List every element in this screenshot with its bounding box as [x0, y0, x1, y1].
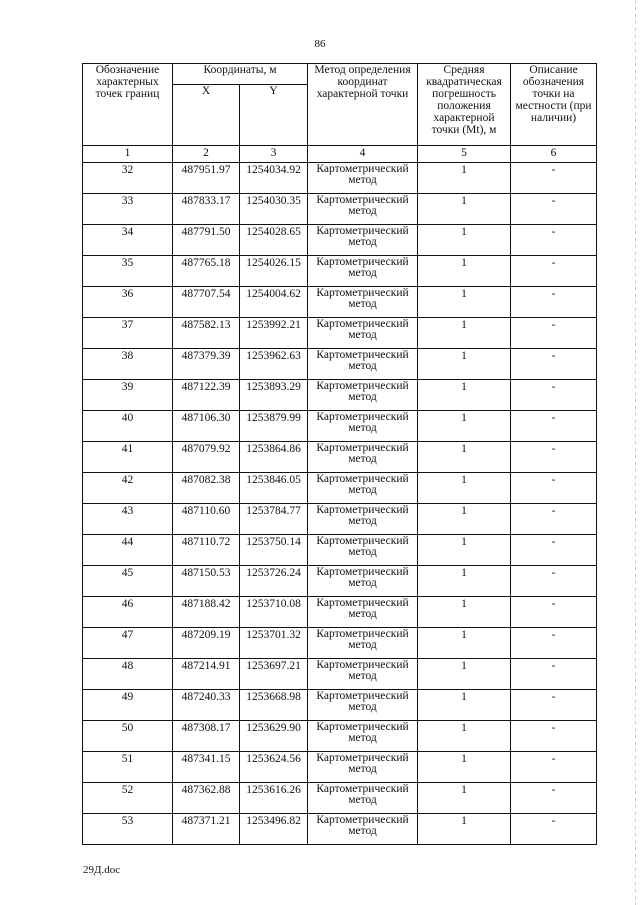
table-row	[83, 535, 597, 566]
x-coordinate-cell: 487079.92	[173, 442, 240, 473]
description-cell: -	[511, 783, 597, 814]
method-cell: Картометрический метод	[308, 721, 418, 752]
method-cell: Картометрический метод	[308, 411, 418, 442]
point-id-cell: 34	[83, 225, 173, 256]
table-row	[83, 814, 597, 845]
y-coordinate-cell: 1253697.21	[240, 659, 308, 690]
point-id-cell: 50	[83, 721, 173, 752]
description-cell: -	[511, 256, 597, 287]
table-row	[83, 318, 597, 349]
description-cell: -	[511, 566, 597, 597]
method-cell: Картометрический метод	[308, 535, 418, 566]
column-number: 3	[240, 146, 308, 163]
method-cell: Картометрический метод	[308, 628, 418, 659]
column-number: 6	[511, 146, 597, 163]
description-cell: -	[511, 163, 597, 194]
point-id-cell: 52	[83, 783, 173, 814]
header-y: Y	[240, 85, 308, 146]
error-cell: 1	[418, 504, 511, 535]
method-cell: Картометрический метод	[308, 225, 418, 256]
table-row	[83, 690, 597, 721]
method-cell: Картометрический метод	[308, 783, 418, 814]
table-row	[83, 628, 597, 659]
table-row	[83, 194, 597, 225]
error-cell: 1	[418, 814, 511, 845]
header-error: Средняя квадратическая погрешность положения характерной точки (Mt), м	[418, 64, 511, 146]
y-coordinate-cell: 1253893.29	[240, 380, 308, 411]
description-cell: -	[511, 411, 597, 442]
method-cell: Картометрический метод	[308, 163, 418, 194]
header-coordinates: Координаты, м	[173, 64, 308, 85]
error-cell: 1	[418, 752, 511, 783]
y-coordinate-cell: 1253864.86	[240, 442, 308, 473]
footer-filename: 29Д.doc	[83, 864, 121, 876]
description-cell: -	[511, 473, 597, 504]
y-coordinate-cell: 1254026.15	[240, 256, 308, 287]
x-coordinate-cell: 487951.97	[173, 163, 240, 194]
page-number: 86	[314, 38, 326, 50]
y-coordinate-cell: 1254034.92	[240, 163, 308, 194]
y-coordinate-cell: 1253750.14	[240, 535, 308, 566]
description-cell: -	[511, 752, 597, 783]
point-id-cell: 37	[83, 318, 173, 349]
x-coordinate-cell: 487707.54	[173, 287, 240, 318]
method-cell: Картометрический метод	[308, 194, 418, 225]
y-coordinate-cell: 1253701.32	[240, 628, 308, 659]
y-coordinate-cell: 1253846.05	[240, 473, 308, 504]
column-number: 1	[83, 146, 173, 163]
y-coordinate-cell: 1253726.24	[240, 566, 308, 597]
description-cell: -	[511, 380, 597, 411]
method-cell: Картометрический метод	[308, 380, 418, 411]
table-row	[83, 597, 597, 628]
x-coordinate-cell: 487110.60	[173, 504, 240, 535]
table-row	[83, 473, 597, 504]
x-coordinate-cell: 487308.17	[173, 721, 240, 752]
table-row	[83, 783, 597, 814]
x-coordinate-cell: 487150.53	[173, 566, 240, 597]
point-id-cell: 44	[83, 535, 173, 566]
description-cell: -	[511, 690, 597, 721]
x-coordinate-cell: 487240.33	[173, 690, 240, 721]
table-row	[83, 752, 597, 783]
error-cell: 1	[418, 473, 511, 504]
x-coordinate-cell: 487209.19	[173, 628, 240, 659]
point-id-cell: 33	[83, 194, 173, 225]
error-cell: 1	[418, 783, 511, 814]
y-coordinate-cell: 1254004.62	[240, 287, 308, 318]
error-cell: 1	[418, 690, 511, 721]
x-coordinate-cell: 487833.17	[173, 194, 240, 225]
method-cell: Картометрический метод	[308, 287, 418, 318]
description-cell: -	[511, 442, 597, 473]
point-id-cell: 45	[83, 566, 173, 597]
table-row	[83, 225, 597, 256]
table-row	[83, 163, 597, 194]
description-cell: -	[511, 535, 597, 566]
point-id-cell: 39	[83, 380, 173, 411]
x-coordinate-cell: 487122.39	[173, 380, 240, 411]
x-coordinate-cell: 487379.39	[173, 349, 240, 380]
description-cell: -	[511, 318, 597, 349]
method-cell: Картометрический метод	[308, 566, 418, 597]
method-cell: Картометрический метод	[308, 442, 418, 473]
method-cell: Картометрический метод	[308, 659, 418, 690]
error-cell: 1	[418, 411, 511, 442]
table-row	[83, 349, 597, 380]
scan-margin-line	[635, 0, 636, 905]
table-row	[83, 411, 597, 442]
description-cell: -	[511, 349, 597, 380]
column-number: 5	[418, 146, 511, 163]
error-cell: 1	[418, 535, 511, 566]
description-cell: -	[511, 194, 597, 225]
table-row	[83, 380, 597, 411]
coordinates-table	[82, 63, 597, 845]
x-coordinate-cell: 487582.13	[173, 318, 240, 349]
column-number: 2	[173, 146, 240, 163]
x-coordinate-cell: 487362.88	[173, 783, 240, 814]
table-row	[83, 256, 597, 287]
y-coordinate-cell: 1253992.21	[240, 318, 308, 349]
y-coordinate-cell: 1253629.90	[240, 721, 308, 752]
y-coordinate-cell: 1253624.56	[240, 752, 308, 783]
x-coordinate-cell: 487371.21	[173, 814, 240, 845]
description-cell: -	[511, 597, 597, 628]
x-coordinate-cell: 487341.15	[173, 752, 240, 783]
x-coordinate-cell: 487106.30	[173, 411, 240, 442]
description-cell: -	[511, 659, 597, 690]
description-cell: -	[511, 287, 597, 318]
point-id-cell: 53	[83, 814, 173, 845]
table-row	[83, 721, 597, 752]
description-cell: -	[511, 814, 597, 845]
table-row	[83, 504, 597, 535]
x-coordinate-cell: 487082.38	[173, 473, 240, 504]
method-cell: Картометрический метод	[308, 349, 418, 380]
header-x: X	[173, 85, 240, 146]
point-id-cell: 41	[83, 442, 173, 473]
error-cell: 1	[418, 721, 511, 752]
point-id-cell: 38	[83, 349, 173, 380]
y-coordinate-cell: 1253962.63	[240, 349, 308, 380]
x-coordinate-cell: 487765.18	[173, 256, 240, 287]
point-id-cell: 51	[83, 752, 173, 783]
description-cell: -	[511, 721, 597, 752]
error-cell: 1	[418, 597, 511, 628]
y-coordinate-cell: 1253879.99	[240, 411, 308, 442]
error-cell: 1	[418, 318, 511, 349]
error-cell: 1	[418, 194, 511, 225]
error-cell: 1	[418, 628, 511, 659]
error-cell: 1	[418, 442, 511, 473]
y-coordinate-cell: 1253668.98	[240, 690, 308, 721]
point-id-cell: 48	[83, 659, 173, 690]
column-number: 4	[308, 146, 418, 163]
header-method: Метод определения координат характерной точки	[308, 64, 418, 146]
table-row	[83, 566, 597, 597]
y-coordinate-cell: 1254030.35	[240, 194, 308, 225]
description-cell: -	[511, 504, 597, 535]
error-cell: 1	[418, 659, 511, 690]
x-coordinate-cell: 487214.91	[173, 659, 240, 690]
method-cell: Картометрический метод	[308, 690, 418, 721]
point-id-cell: 47	[83, 628, 173, 659]
method-cell: Картометрический метод	[308, 473, 418, 504]
point-id-cell: 32	[83, 163, 173, 194]
table-row	[83, 442, 597, 473]
error-cell: 1	[418, 566, 511, 597]
description-cell: -	[511, 225, 597, 256]
y-coordinate-cell: 1254028.65	[240, 225, 308, 256]
point-id-cell: 40	[83, 411, 173, 442]
point-id-cell: 49	[83, 690, 173, 721]
error-cell: 1	[418, 349, 511, 380]
y-coordinate-cell: 1253784.77	[240, 504, 308, 535]
method-cell: Картометрический метод	[308, 752, 418, 783]
y-coordinate-cell: 1253616.26	[240, 783, 308, 814]
error-cell: 1	[418, 287, 511, 318]
y-coordinate-cell: 1253710.08	[240, 597, 308, 628]
method-cell: Картометрический метод	[308, 597, 418, 628]
method-cell: Картометрический метод	[308, 318, 418, 349]
table-row	[83, 287, 597, 318]
column-number-row	[83, 146, 597, 163]
table-row	[83, 659, 597, 690]
description-cell: -	[511, 628, 597, 659]
method-cell: Картометрический метод	[308, 814, 418, 845]
point-id-cell: 35	[83, 256, 173, 287]
header-point: Обозначение характерных точек границ	[83, 64, 173, 146]
x-coordinate-cell: 487110.72	[173, 535, 240, 566]
header-description: Описание обозначения точки на местности (при наличии)	[511, 64, 597, 146]
x-coordinate-cell: 487188.42	[173, 597, 240, 628]
point-id-cell: 43	[83, 504, 173, 535]
error-cell: 1	[418, 256, 511, 287]
method-cell: Картометрический метод	[308, 504, 418, 535]
point-id-cell: 46	[83, 597, 173, 628]
error-cell: 1	[418, 380, 511, 411]
error-cell: 1	[418, 225, 511, 256]
x-coordinate-cell: 487791.50	[173, 225, 240, 256]
point-id-cell: 36	[83, 287, 173, 318]
method-cell: Картометрический метод	[308, 256, 418, 287]
error-cell: 1	[418, 163, 511, 194]
y-coordinate-cell: 1253496.82	[240, 814, 308, 845]
point-id-cell: 42	[83, 473, 173, 504]
